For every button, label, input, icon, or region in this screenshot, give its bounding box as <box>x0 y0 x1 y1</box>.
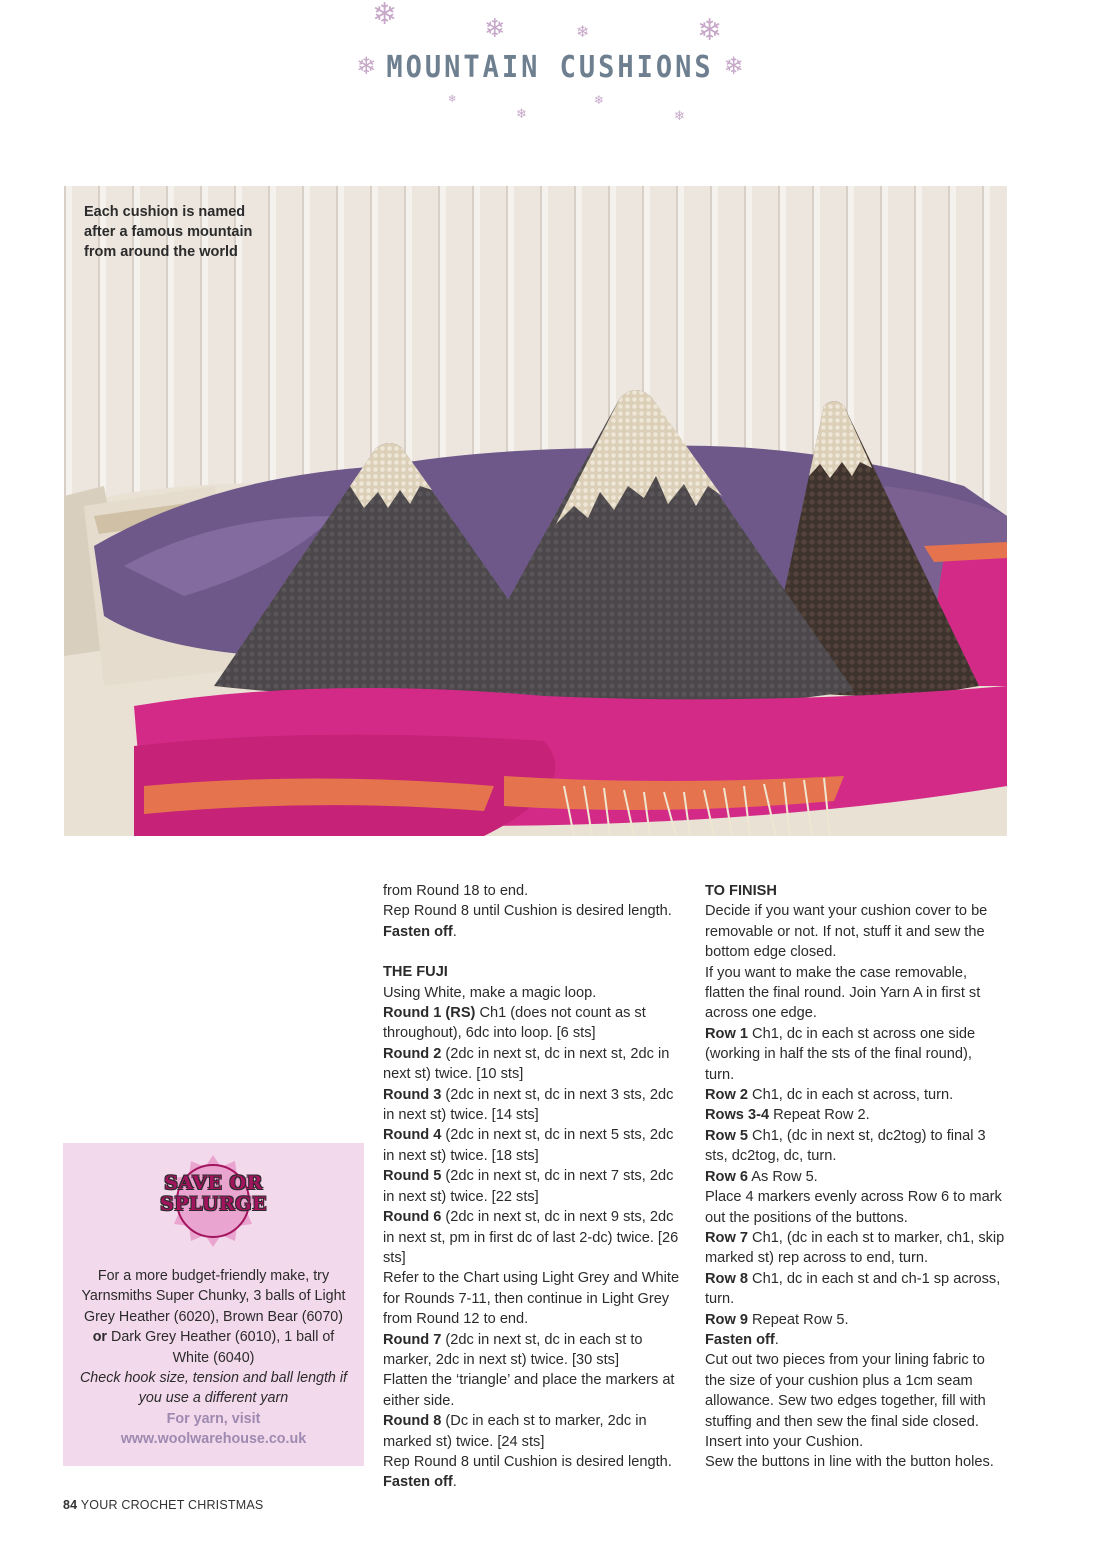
save-box-text: For a more budget-friendly make, try Yarnsmiths Super Chunky, 3 balls of Light Grey Heather (6020), Brown Bear (6070) or Dark Grey Heather (6010), 1 ball of White (6040) <box>81 1268 346 1366</box>
round-instruction: Round 2 (2dc in next st, dc in next st, 2dc in next st) twice. [10 sts] <box>383 1045 670 1083</box>
snowflake-icon: ❄ <box>594 93 605 107</box>
text-line: Decide if you want your cushion cover to be removable or not. If not, stuff it and sew the bottom edge closed. <box>705 903 988 961</box>
text-line: Fasten off. <box>383 923 457 940</box>
text-line: Refer to the Chart using Light Grey and White for Rounds 7-11, then continue in Light Grey from Round 12 to end. <box>383 1270 680 1328</box>
yarn-link-label: For yarn, visit <box>166 1410 261 1427</box>
snowflake-icon: ❄ <box>697 13 723 48</box>
snowflake-icon: ❄ <box>576 22 590 41</box>
pattern-column-middle <box>383 881 688 1493</box>
row-instruction: Row 5 Ch1, (dc in next st, dc2tog) to final 3 sts, dc2tog, dc, turn. <box>705 1127 986 1165</box>
text-line: If you want to make the case removable, flatten the final round. Join Yarn A in first st across one edge. <box>705 964 981 1022</box>
page-title: MOUNTAIN CUSHIONS <box>386 50 714 85</box>
badge-title: SAVE OR SPLURGE <box>160 1172 267 1215</box>
text-line: Fasten off. <box>383 1474 457 1491</box>
row-instruction: Row 2 Ch1, dc in each st across, turn. <box>705 1087 954 1104</box>
save-box-note: Check hook size, tension and ball length if you use a different yarn <box>79 1370 348 1407</box>
snowflake-icon: ❄ <box>448 94 457 105</box>
text-line: Fasten off. <box>705 1331 779 1348</box>
row-instruction: Rows 3-4 Repeat Row 2. <box>705 1107 870 1124</box>
round-instruction: Round 3 (2dc in next st, dc in next 3 sts, 2dc in next st) twice. [14 sts] <box>383 1086 674 1124</box>
snowflake-icon: ❄ <box>674 109 685 124</box>
pattern-column-right <box>705 881 1005 1473</box>
row-instruction: Row 1 Ch1, dc in each st across one side (working in half the sts of the final round), turn. <box>705 1025 976 1083</box>
text-line: Sew the buttons in line with the button holes. <box>705 1454 994 1471</box>
text-line: Using White, make a magic loop. <box>383 984 597 1001</box>
title-row <box>0 52 1100 83</box>
cushions-illustration <box>64 186 1007 836</box>
save-or-splurge-box <box>63 1143 364 1466</box>
round-instruction: Round 6 (2dc in next st, dc in next 9 sts, 2dc in next st, pm in first dc of last 2-dc) twice. [26 sts] <box>383 1209 679 1266</box>
yarn-link[interactable]: www.woolwarehouse.co.uk <box>120 1431 307 1448</box>
text-line: from Round 18 to end. <box>383 883 529 899</box>
snowflake-icon: ❄ <box>723 53 744 80</box>
cushions-photo <box>64 186 1007 836</box>
snowflake-icon: ❄ <box>516 107 527 122</box>
row-instruction: Row 8 Ch1, dc in each st and ch-1 sp across, turn. <box>705 1270 1001 1308</box>
text-line: Rep Round 8 until Cushion is desired length. <box>383 903 672 920</box>
section-heading-to-finish: TO FINISH <box>705 883 777 899</box>
snowflake-icon: ❄ <box>372 0 398 32</box>
round-instruction: Round 5 (2dc in next st, dc in next 7 sts, 2dc in next st) twice. [22 sts] <box>383 1168 674 1205</box>
text-line: Place 4 markers evenly across Row 6 to mark out the positions of the buttons. <box>705 1189 1002 1226</box>
round-instruction: Round 8 (Dc in each st to marker, 2dc in marked st) twice. [24 sts] <box>383 1413 647 1450</box>
text-line: Flatten the ‘triangle’ and place the markers at either side. <box>383 1372 675 1409</box>
photo-caption: Each cushion is named after a famous mountain from around the world <box>84 204 253 260</box>
magazine-name: YOUR CROCHET CHRISTMAS <box>80 1498 264 1512</box>
row-instruction: Row 6 As Row 5. <box>705 1168 818 1185</box>
text-line: Cut out two pieces from your lining fabric to the size of your cushion plus a 1cm seam allowance. Sew two edges together, fill with stuffing and then sew the final side closed. Insert into your Cushion. <box>705 1352 986 1450</box>
row-instruction: Row 9 Repeat Row 5. <box>705 1311 849 1328</box>
page-footer <box>63 1498 263 1512</box>
round-instruction: Round 7 (2dc in next st, dc in each st to marker, 2dc in next st) twice. [30 sts] <box>383 1331 643 1368</box>
page-number: 84 <box>63 1498 78 1512</box>
round-instruction: Round 1 (RS) Ch1 (does not count as st throughout), 6dc into loop. [6 sts] <box>383 1005 646 1042</box>
round-instruction: Round 4 (2dc in next st, dc in next 5 sts, 2dc in next st) twice. [18 sts] <box>383 1127 674 1164</box>
row-instruction: Row 7 Ch1, (dc in each st to marker, ch1, skip marked st) rep across to end, turn. <box>705 1229 1005 1267</box>
text-line: Rep Round 8 until Cushion is desired length. <box>383 1453 672 1470</box>
snowflake-icon: ❄ <box>356 53 377 80</box>
save-box-body <box>77 1266 350 1450</box>
snowflake-icon: ❄ <box>484 14 506 44</box>
section-heading-fuji: THE FUJI <box>383 964 448 981</box>
